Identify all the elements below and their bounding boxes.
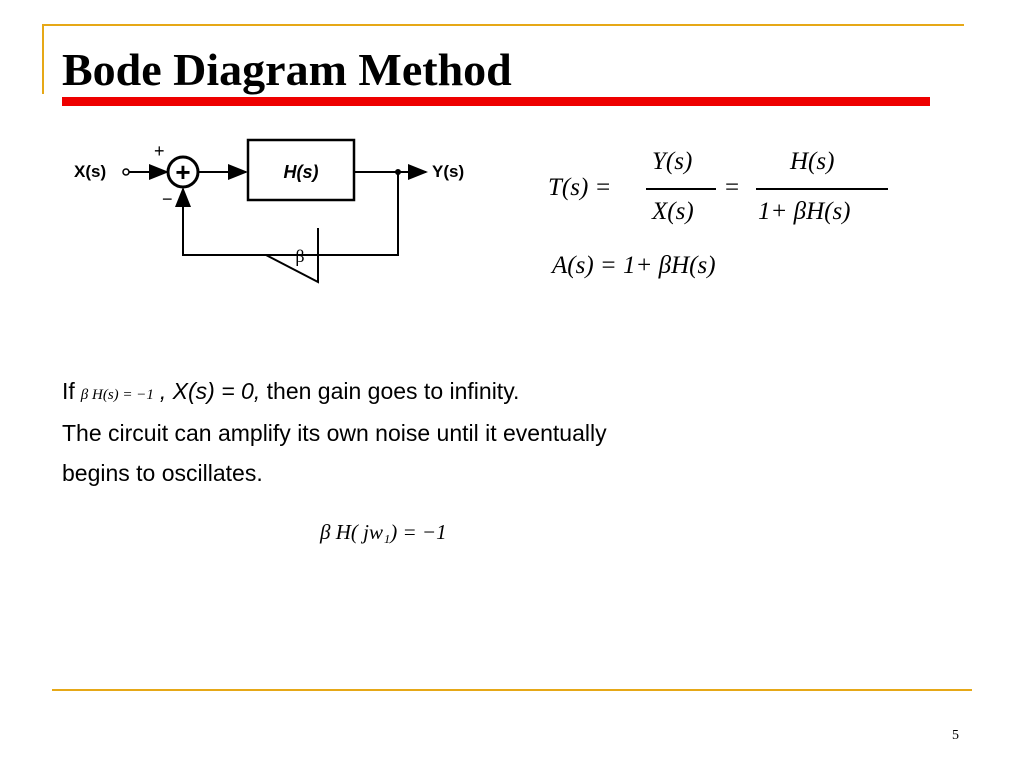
body-line-3: begins to oscillates. [62, 460, 263, 486]
transfer-function-equations [548, 140, 918, 300]
page-number: 5 [952, 728, 959, 743]
minus-sign-label: − [162, 189, 173, 209]
t-lhs: T(s) = [548, 174, 612, 201]
body-line-1 [62, 373, 519, 413]
plus-sign-label: + [154, 141, 165, 161]
footer-divider [52, 689, 972, 691]
body-line-2: The circuit can amplify its own noise until it eventually [62, 420, 607, 446]
title-underline-bar [62, 97, 930, 106]
fraction2-numerator: H(s) [790, 148, 835, 175]
fraction2-bar [756, 188, 888, 190]
equals-sign: = [725, 174, 740, 201]
gain-block-label: H(s) [283, 162, 319, 182]
fraction1-bar [646, 188, 716, 190]
fraction1-numerator: Y(s) [652, 148, 693, 175]
left-border-line [42, 24, 44, 94]
inline-condition-formula: β H(s) = −1 [80, 387, 154, 403]
diagram-output-label: Y(s) [432, 162, 465, 181]
fraction1-denominator: X(s) [652, 198, 694, 225]
gain-infinity-text: then gain goes to infinity. [266, 378, 520, 404]
loop-gain-equation: A(s) = 1+ βH(s) [552, 252, 716, 279]
oscillation-condition-equation: β H( jw₁) = −1 [320, 520, 447, 544]
slide-title: Bode Diagram Method [62, 44, 512, 95]
feedback-block-diagram [68, 130, 508, 305]
summing-symbol: + [175, 157, 191, 187]
xs-zero-text: , X(s) = 0, [159, 378, 261, 404]
fraction2-denominator: 1+ βH(s) [758, 198, 851, 225]
feedback-amplifier [266, 228, 320, 282]
if-word: If [62, 378, 75, 404]
diagram-input-label: X(s) [74, 162, 107, 181]
feedback-amplifier-label: β [295, 246, 305, 266]
top-border-line [42, 24, 964, 26]
input-node [123, 169, 129, 175]
